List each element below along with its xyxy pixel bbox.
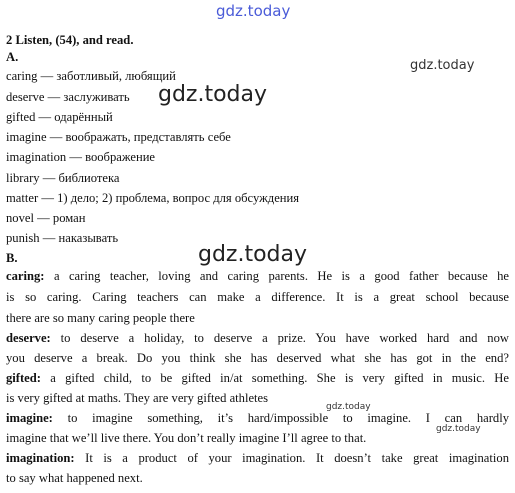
vocab-item-library [6, 171, 120, 186]
example-imagination-line-2: to say what happened next. [6, 471, 143, 485]
example-term: deserve: [6, 331, 51, 345]
example-gifted-line-1 [6, 371, 509, 386]
example-text: a caring teacher, loving and caring parents. He is a good father because he [53, 269, 510, 283]
example-imagine-line-2: imagine that we’ll live there. You don’t really imagine I’ll agree to that. [6, 431, 367, 445]
example-term: gifted: [6, 371, 41, 385]
vocab-item-caring [6, 69, 176, 84]
watermark-small-1: gdz.today [326, 402, 371, 412]
vocab-dash: — [69, 150, 82, 164]
vocab-item-imagine [6, 130, 231, 145]
vocab-dash: — [41, 191, 54, 205]
example-term: imagination: [6, 451, 75, 465]
example-caring-line-2: is so caring. Caring teachers can make a difference. It is a great school because [6, 290, 509, 304]
vocab-translation: воображение [85, 150, 156, 164]
example-text: It is a product of your imagination. It doesn’t take great imagination [85, 451, 509, 465]
vocab-dash: — [42, 171, 56, 185]
watermark-top: gdz.today [216, 2, 291, 20]
section-a-label: A. [6, 50, 19, 64]
vocab-item-imagination [6, 150, 155, 165]
watermark-large-middle: gdz.today [198, 242, 308, 267]
watermark-small-2: gdz.today [436, 424, 481, 434]
example-deserve-line-2: you deserve a break. Do you think she has deserved what she has got in the end? [6, 351, 509, 365]
watermark-large-upper: gdz.today [158, 82, 268, 107]
vocab-translation: заслуживать [63, 90, 130, 104]
vocab-word: novel [6, 211, 34, 225]
example-text: a gifted child, to be gifted in/at something. She is very gifted in music. He [50, 371, 509, 385]
vocab-translation: наказывать [58, 231, 119, 245]
vocab-dash: — [49, 130, 63, 144]
vocab-item-punish [6, 231, 118, 246]
vocab-translation: 1) дело; 2) проблема, вопрос для обсуждения [57, 191, 300, 205]
exercise-title: 2 Listen, (54), and read. [6, 33, 134, 47]
example-term: caring: [6, 269, 45, 283]
vocab-translation: воображать, представлять себе [65, 130, 231, 144]
example-imagination-line-1 [6, 451, 509, 466]
vocab-word: library [6, 171, 40, 185]
vocab-translation: заботливый, любящий [56, 69, 176, 83]
vocab-item-gifted [6, 110, 113, 125]
vocab-translation: роман [52, 211, 86, 225]
vocab-word: matter [6, 191, 39, 205]
vocab-dash: — [47, 90, 61, 104]
example-imagine-line-1 [6, 411, 509, 426]
vocab-word: punish [6, 231, 40, 245]
example-deserve-line-1 [6, 331, 509, 346]
vocab-translation: библиотека [58, 171, 120, 185]
vocab-word: gifted [6, 110, 36, 124]
watermark-right: gdz.today [410, 58, 475, 73]
vocab-translation: одарённый [54, 110, 113, 124]
vocab-dash: — [37, 211, 50, 225]
example-gifted-line-2: is very gifted at maths. They are very gifted athletes [6, 391, 269, 405]
example-text: to imagine something, it’s hard/impossible to imagine. I can hardly [67, 411, 509, 425]
vocab-word: deserve [6, 90, 45, 104]
vocab-dash: — [40, 69, 54, 83]
vocab-item-deserve [6, 90, 130, 105]
example-text: to deserve a holiday, to deserve a prize. You have worked hard and now [60, 331, 509, 345]
example-caring-line-3: there are so many caring people there [6, 311, 195, 325]
vocab-dash: — [42, 231, 56, 245]
vocab-item-novel [6, 211, 85, 226]
vocab-dash: — [38, 110, 52, 124]
vocab-word: imagination [6, 150, 67, 164]
section-b-label: B. [6, 251, 18, 265]
vocab-word: imagine [6, 130, 47, 144]
vocab-word: caring [6, 69, 38, 83]
vocab-item-matter [6, 191, 299, 206]
example-caring-line-1 [6, 269, 509, 284]
example-term: imagine: [6, 411, 53, 425]
